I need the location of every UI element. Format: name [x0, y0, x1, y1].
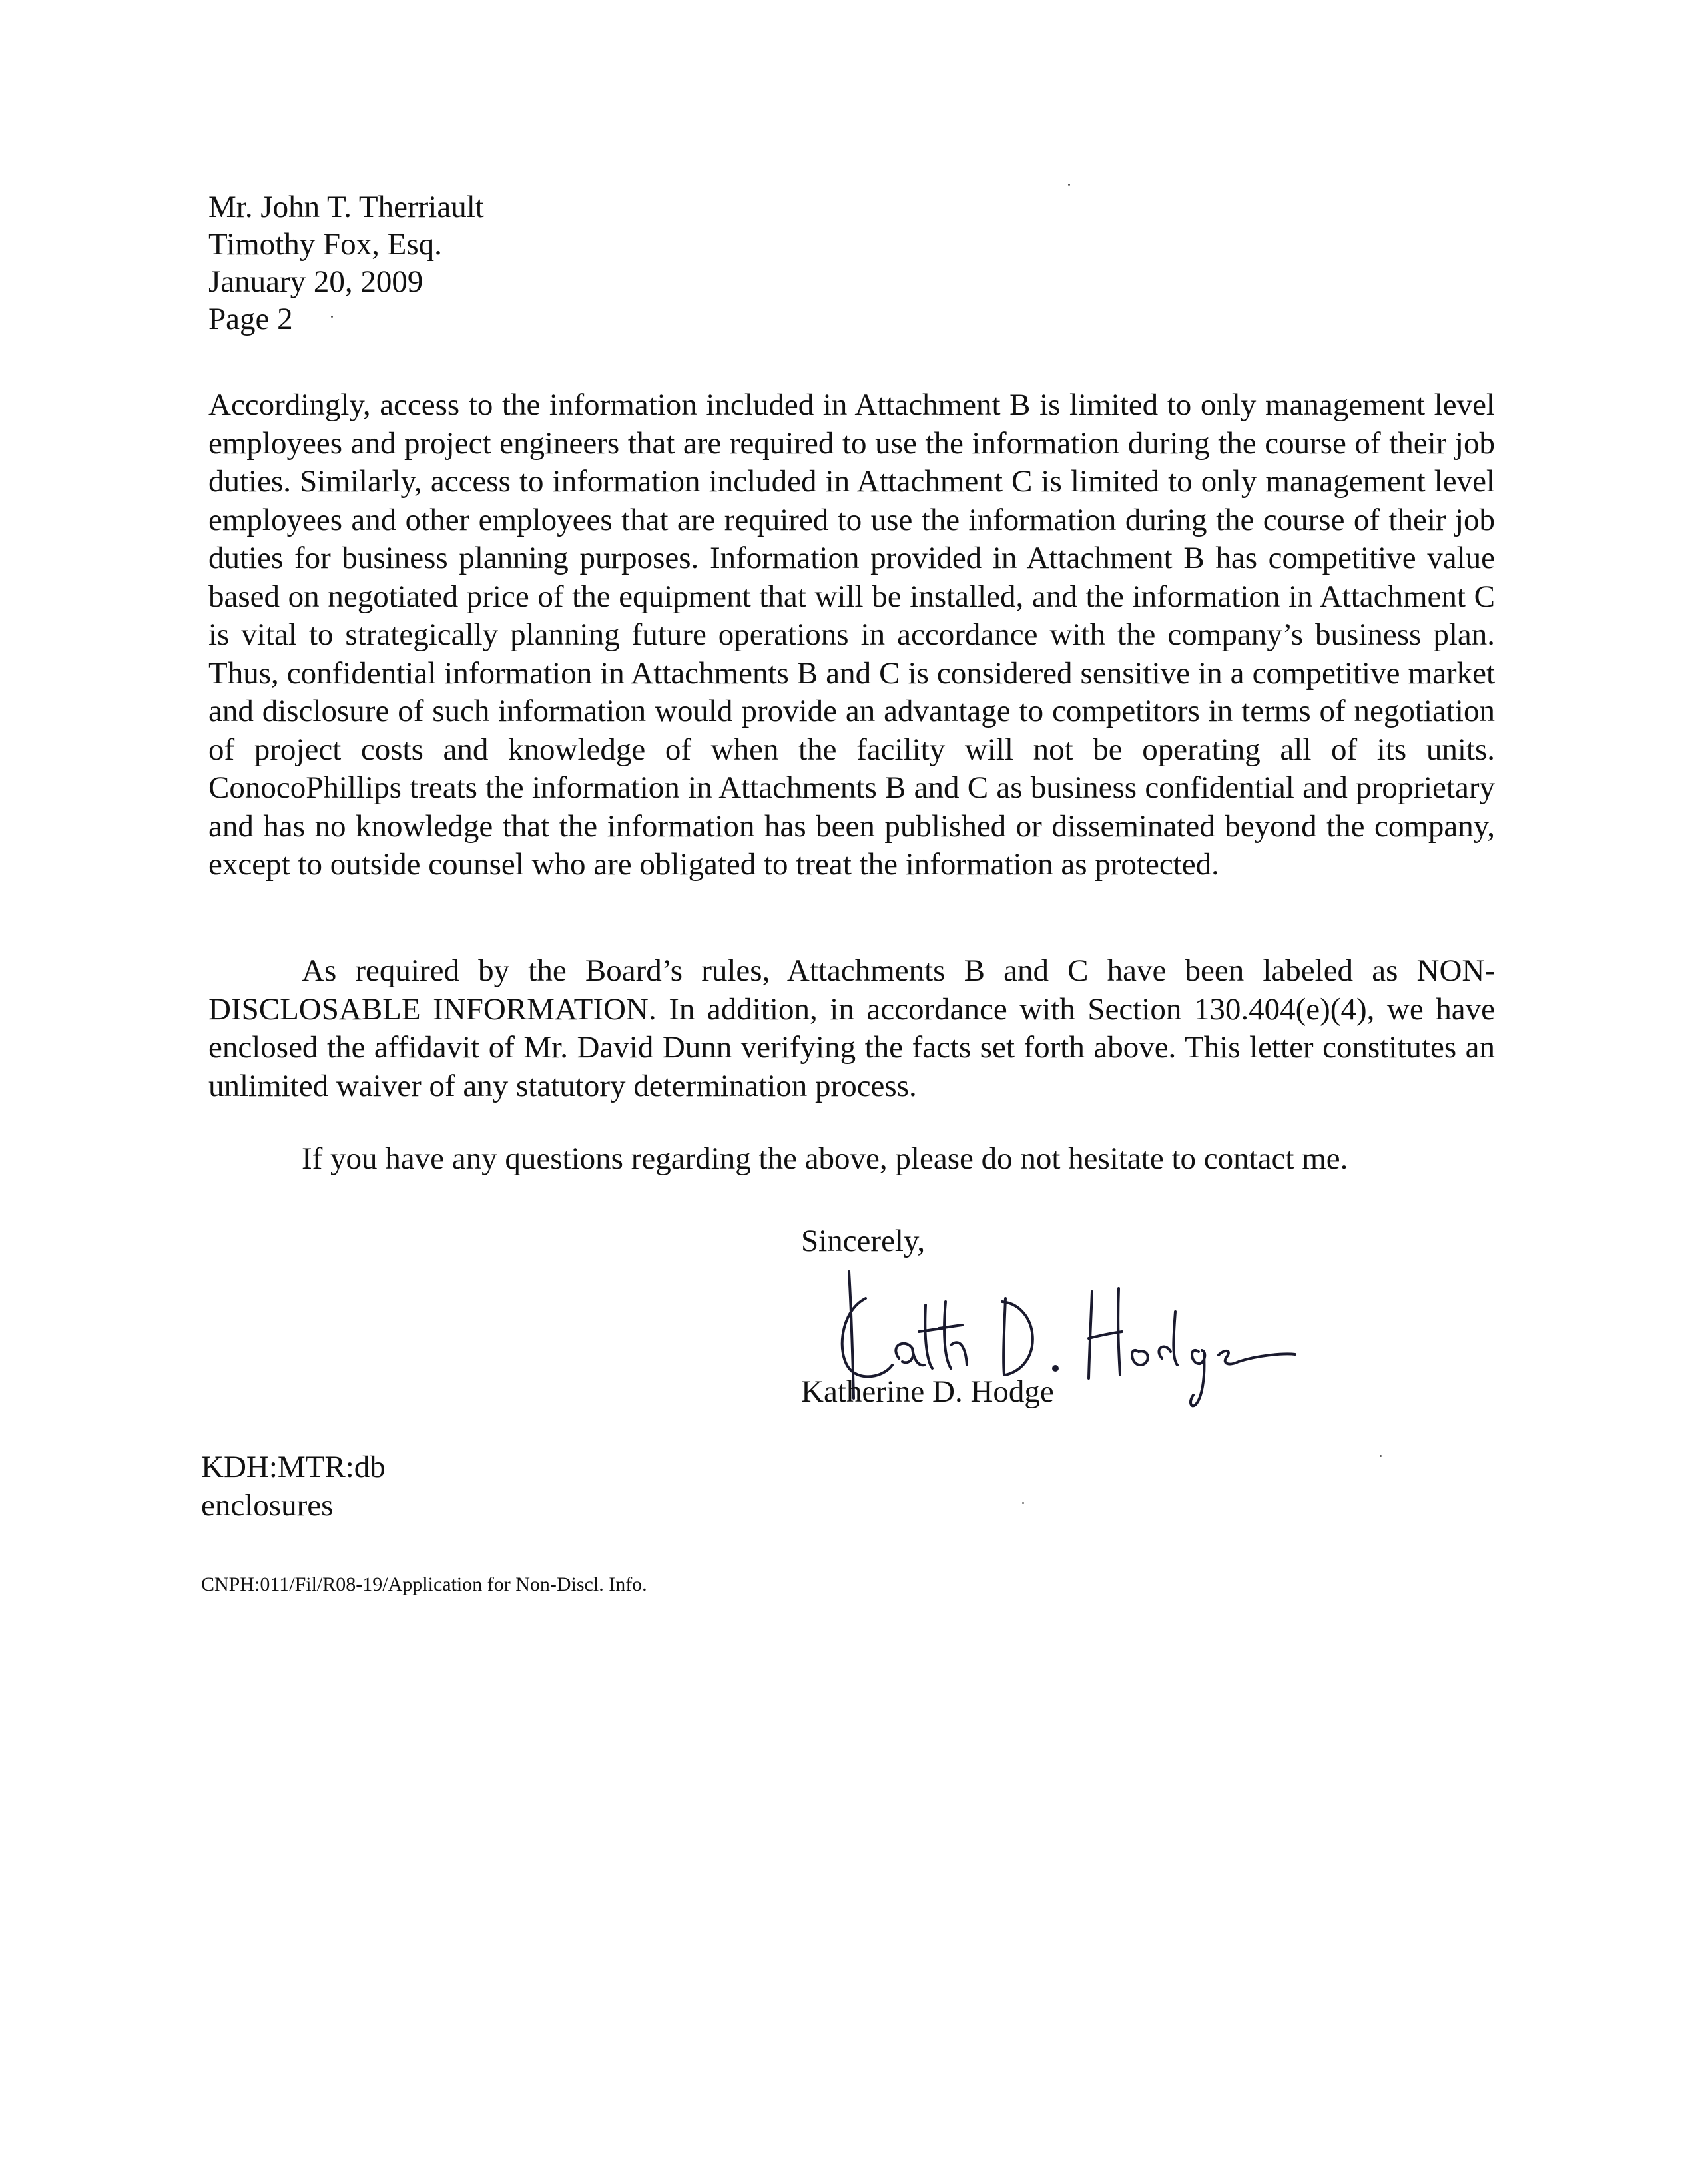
- enclosures-note: enclosures: [201, 1488, 334, 1523]
- typist-initials: KDH:MTR:db: [201, 1450, 386, 1484]
- scan-speck: [331, 316, 333, 318]
- paragraph-confidentiality: Accordingly, access to the information included in Attachment B is limited to only management level employees and project engineers that are required to use the information during the course of their job duties. Similarly, access to information included in Attachment C is limited to only management level employees and other employees that are required to use the information during the course of their job duties for business planning purposes. Information provided in Attachment B has competitive value based on negotiated price of the equipment that will be installed, and the information in Attachment C is vital to strategically planning future operations in accordance with the company’s business plan. Thus, confidential information in Attachments B and C is considered sensitive in a competitive market and disclosure of such information would provide an advantage to competitors in terms of negotiation of project costs and knowledge of when the facility will not be operating all of its units. ConocoPhillips treats the information in Attachments B and C as business confidential and proprietary and has no knowledge that the information has been published or disseminated beyond the company, except to outside counsel who are obligated to treat the information as protected.: [208, 388, 1495, 882]
- closing-salutation: Sincerely,: [801, 1224, 926, 1258]
- reference-block: [201, 1448, 386, 1525]
- addressee-line-1: Mr. John T. Therriault: [208, 190, 484, 224]
- addressee-line-2: Timothy Fox, Esq.: [208, 227, 442, 262]
- paragraph-board-rules: As required by the Board’s rules, Attachments B and C have been labeled as NON-DISCLOSABLE INFORMATION. In addition, in accordance with Section 130.404(e)(4), we have enclosed the affidavit of Mr. David Dunn verifying the facts set forth above. This letter constitutes an unlimited waiver of any statutory determination process.: [208, 954, 1495, 1103]
- file-reference: CNPH:011/Fil/R08-19/Application for Non-Discl. Info.: [201, 1573, 647, 1595]
- paragraph-contact: If you have any questions regarding the above, please do not hesitate to contact me.: [302, 1141, 1348, 1176]
- scan-speck: [1068, 184, 1070, 186]
- signer-name: Katherine D. Hodge: [801, 1374, 1054, 1409]
- page-number: Page 2: [208, 302, 293, 336]
- letter-date: January 20, 2009: [208, 264, 424, 299]
- scan-speck: [1022, 1502, 1024, 1504]
- letter-header: [208, 188, 484, 338]
- scan-speck: [1380, 1455, 1382, 1457]
